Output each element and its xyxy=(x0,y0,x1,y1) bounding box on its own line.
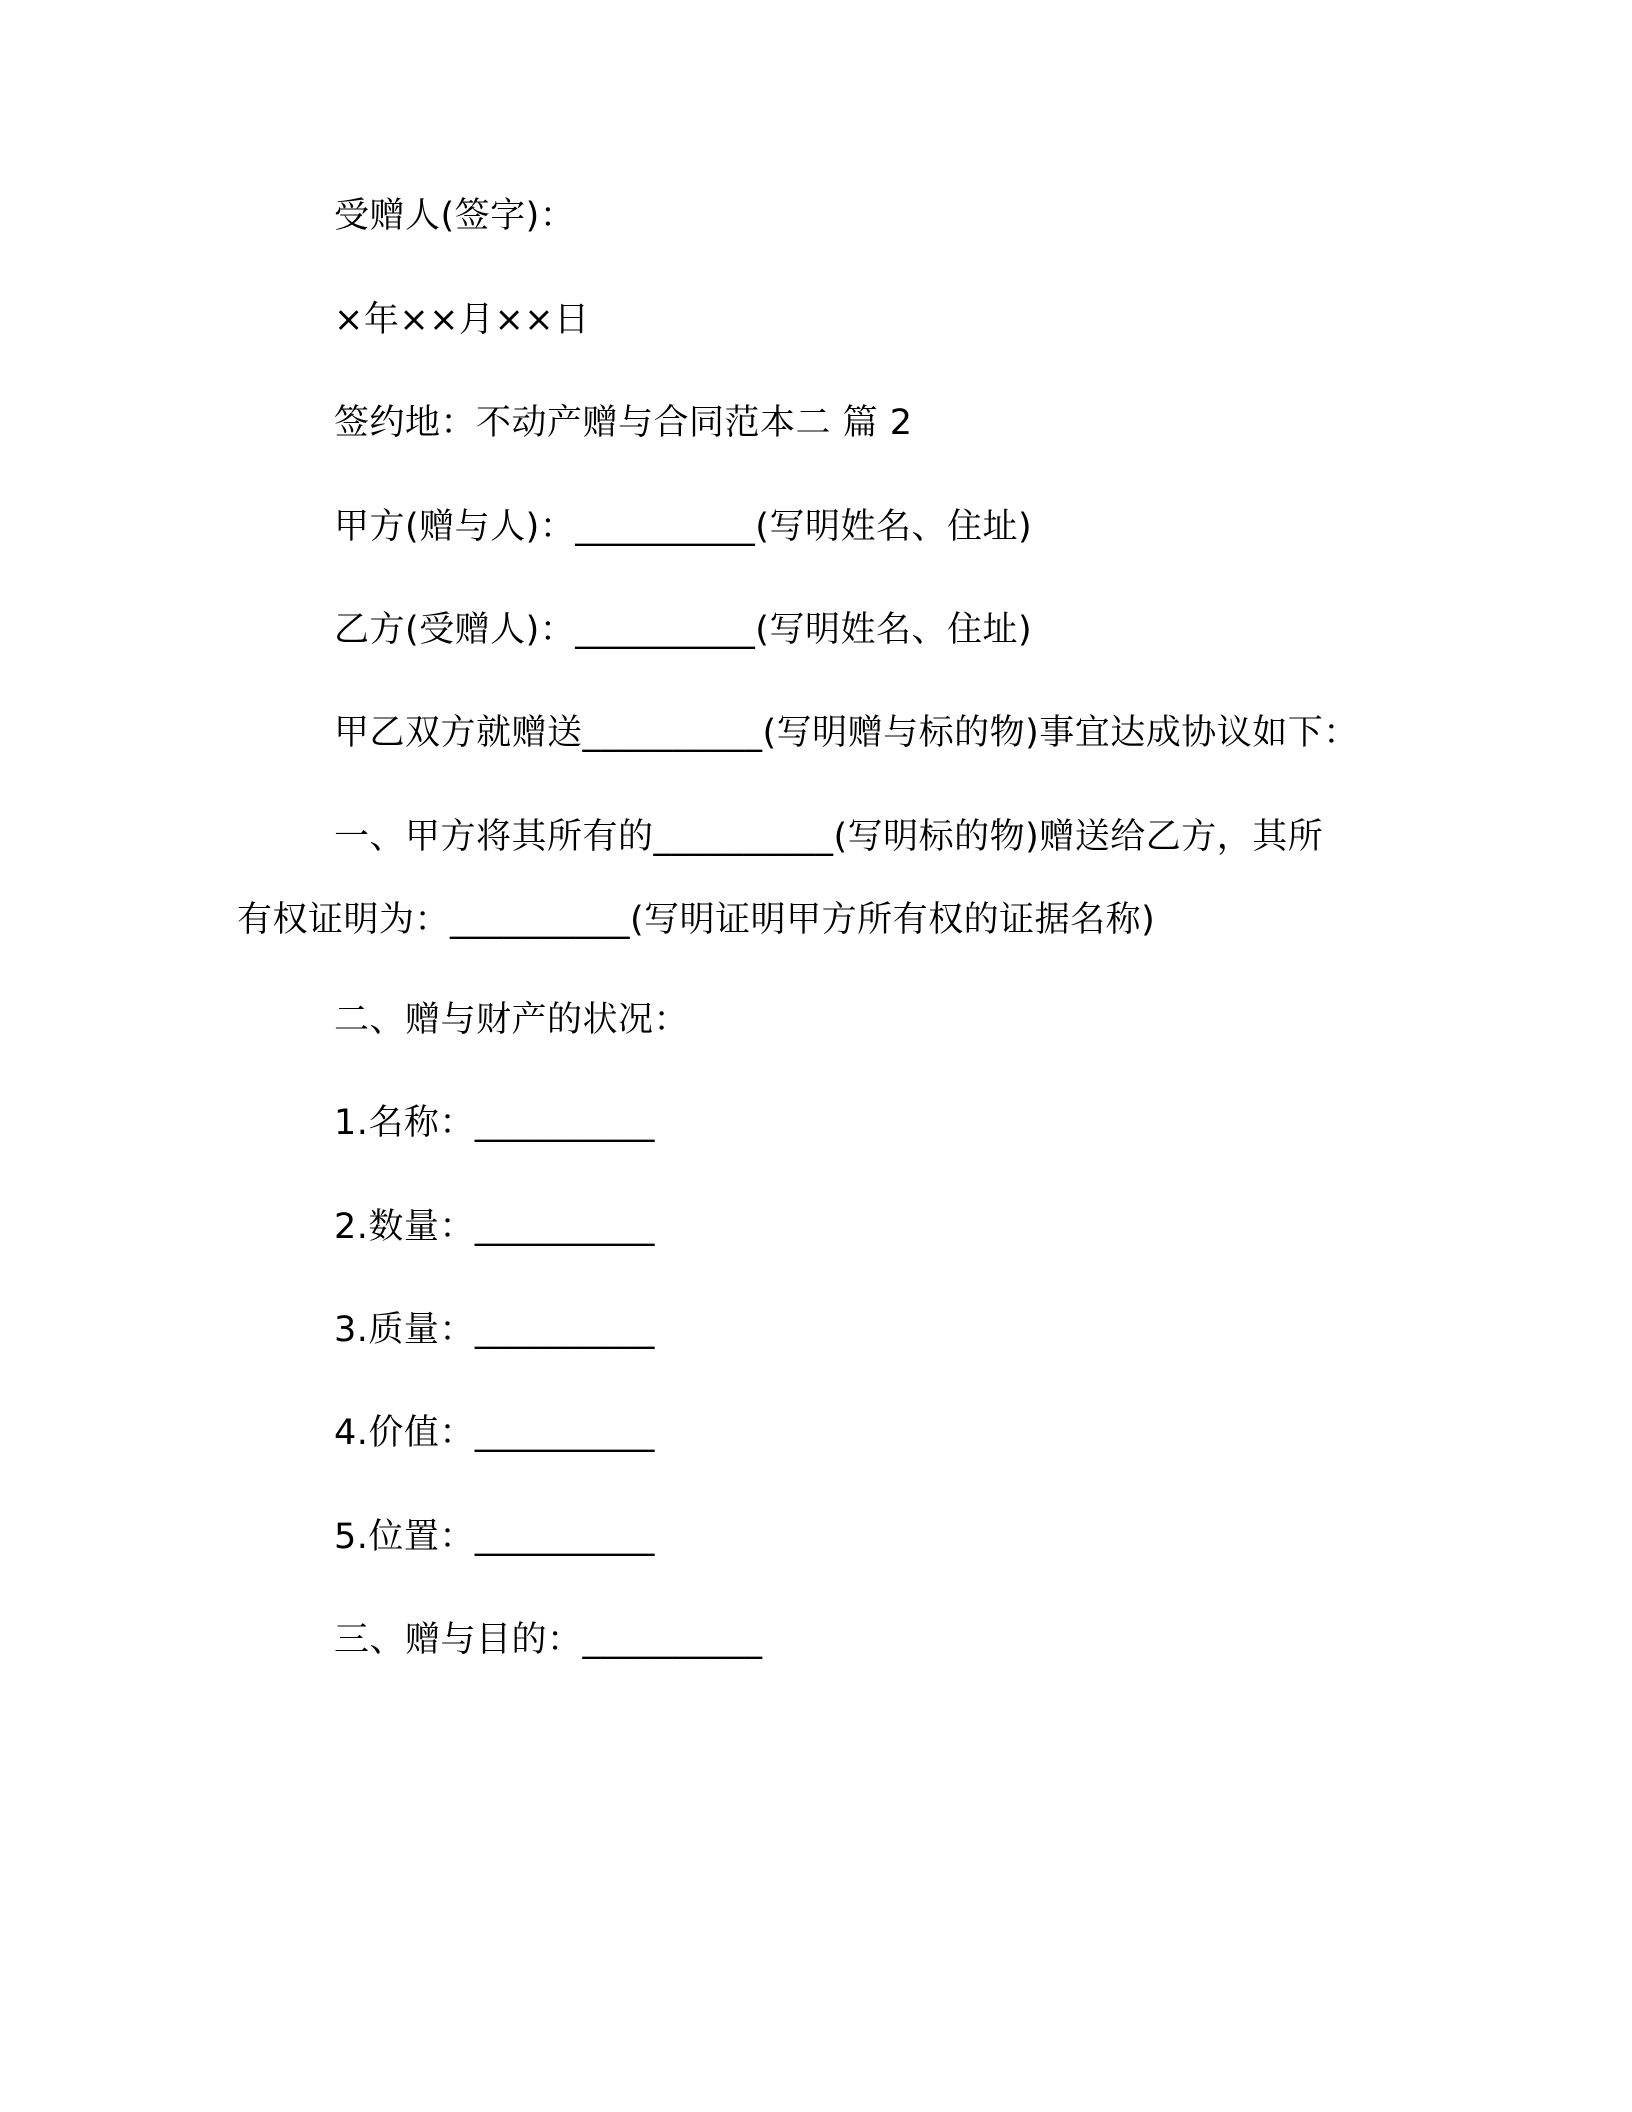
signing-place-line: 签约地：不动产赠与合同范本二 篇 2 xyxy=(334,403,913,443)
party-b-line: 乙方(受赠人)：__________(写明姓名、住址) xyxy=(334,610,1033,650)
agreement-intro-line: 甲乙双方就赠送__________(写明赠与标的物)事宜达成协议如下： xyxy=(334,713,1359,753)
clause-three-line: 三、赠与目的：__________ xyxy=(334,1620,763,1660)
date-line: ×年××月××日 xyxy=(334,300,590,340)
item-quantity-line: 2.数量：__________ xyxy=(334,1207,655,1247)
item-value-line: 4.价值：__________ xyxy=(334,1413,655,1453)
recipient-signature-line: 受赠人(签字)： xyxy=(334,196,576,236)
item-name-line: 1.名称：__________ xyxy=(334,1103,655,1143)
clause-two-heading: 二、赠与财产的状况： xyxy=(334,1000,690,1040)
clause-one-line-1: 一、甲方将其所有的__________(写明标的物)赠送给乙方，其所 xyxy=(334,817,1324,857)
item-quality-line: 3.质量：__________ xyxy=(334,1310,655,1350)
clause-one-line-2: 有权证明为：__________(写明证明甲方所有权的证据名称) xyxy=(237,900,1156,940)
item-location-line: 5.位置：__________ xyxy=(334,1517,655,1557)
party-a-line: 甲方(赠与人)：__________(写明姓名、住址) xyxy=(334,507,1033,547)
